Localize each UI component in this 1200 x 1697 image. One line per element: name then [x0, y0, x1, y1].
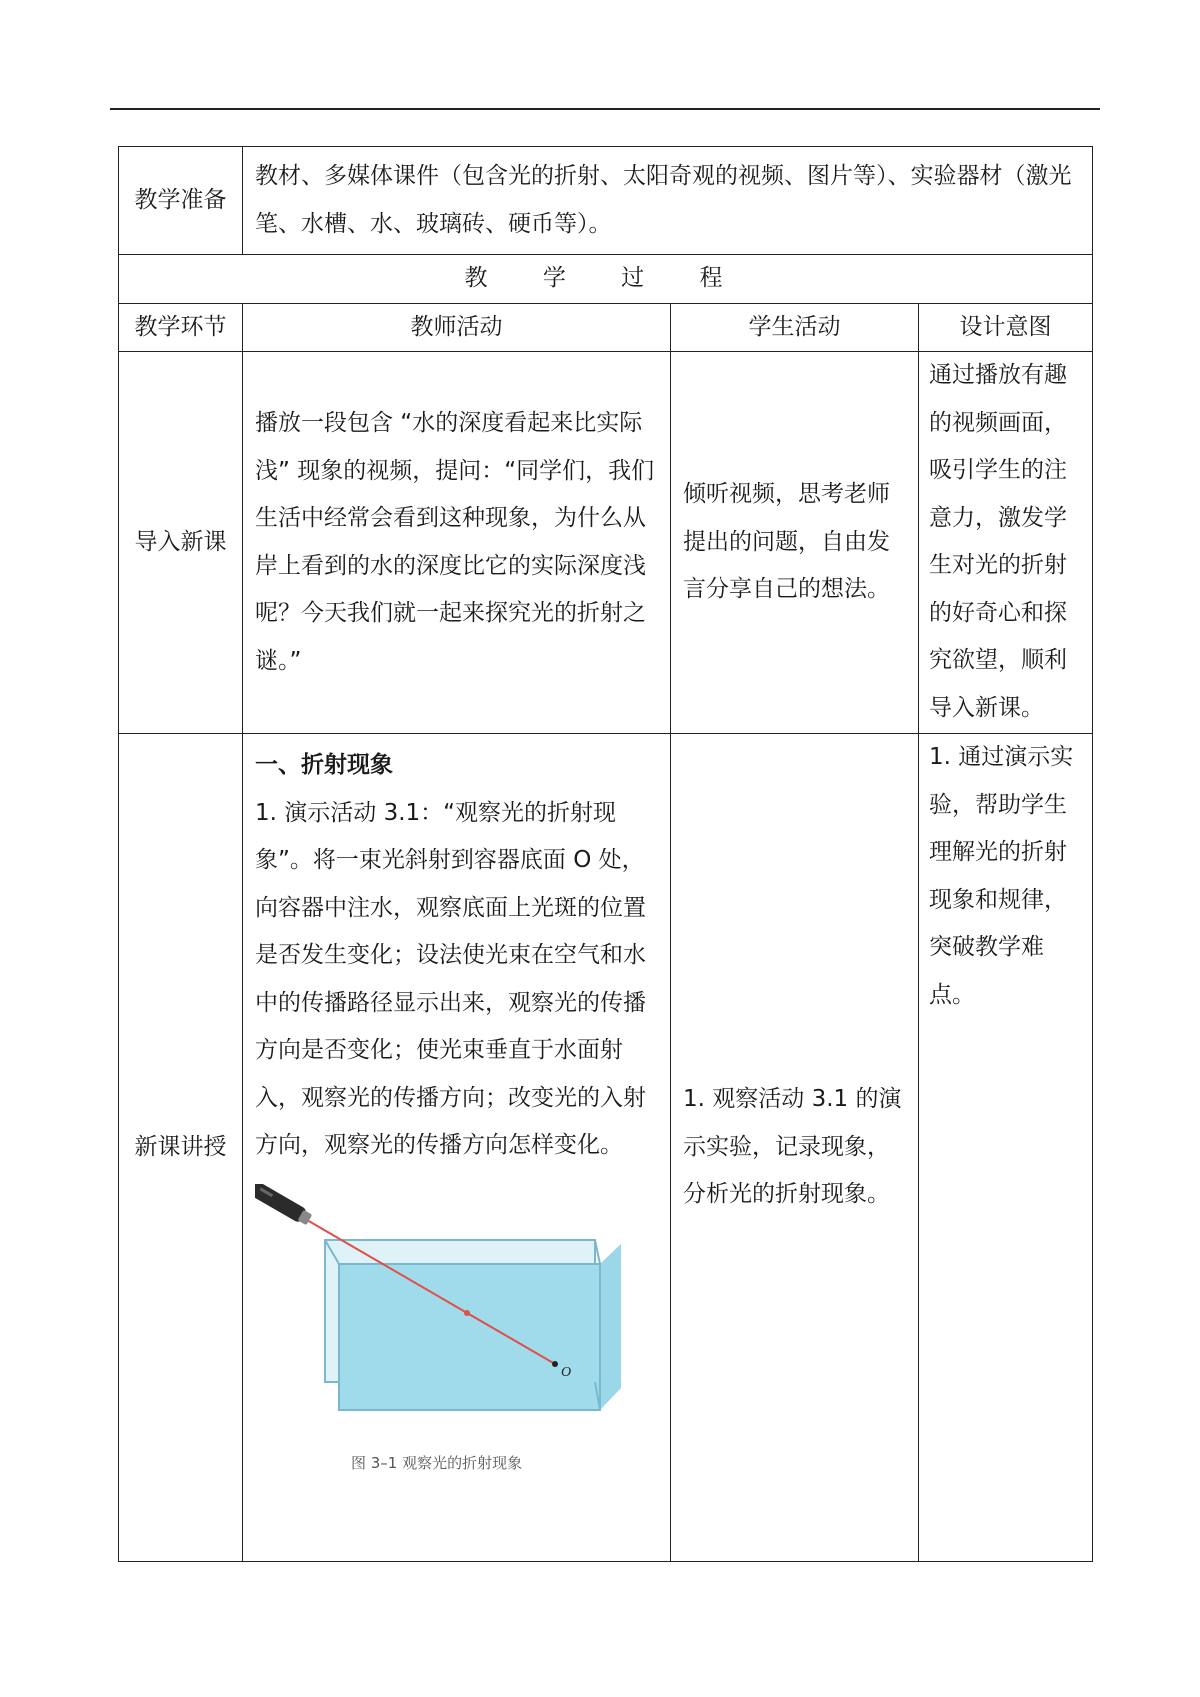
header-student: 学生活动	[671, 303, 919, 352]
point-o-label: O	[561, 1364, 572, 1380]
header-rule	[110, 108, 1100, 110]
process-title: 教 学 过 程	[119, 255, 1093, 304]
new-teacher-text: 1. 演示活动 3.1：“观察光的折射现象”。将一束光斜射到容器底面 O 处，向容器中注水，观察底面上光斑的位置是否发生变化；设法使光束在空气和水中的传播路径显示出来，观察光的传播方向是否变化；使光束垂直于水面射入，观察光的传播方向；改变光的入射方向，观察光的传播方向怎样变化。	[255, 799, 646, 1158]
point-o	[552, 1361, 558, 1367]
section-heading: 一、折射现象	[255, 752, 393, 778]
new-intent: 1. 通过演示实验，帮助学生理解光的折射现象和规律，突破教学难点。	[919, 734, 1093, 1562]
intro-teacher: 播放一段包含 “水的深度看起来比实际浅” 现象的视频，提问：“同学们，我们生活中经常会看到这种现象，为什么从岸上看到的水的深度比它的实际深度浅呢？今天我们就一起来探究光的折射之谜。”	[243, 352, 671, 734]
intro-row	[119, 352, 1093, 734]
header-row	[119, 303, 1093, 352]
prep-row	[119, 147, 1093, 255]
intro-stage: 导入新课	[119, 352, 243, 734]
new-lesson-row	[119, 734, 1093, 1562]
refraction-figure	[255, 1184, 621, 1474]
header-teacher: 教师活动	[243, 303, 671, 352]
tank-front	[339, 1264, 600, 1410]
prep-content: 教材、多媒体课件（包含光的折射、太阳奇观的视频、图片等）、实验器材（激光笔、水槽、水、玻璃砖、硬币等）。	[243, 147, 1093, 255]
new-student: 1. 观察活动 3.1 的演示实验，记录现象，分析光的折射现象。	[671, 734, 919, 1562]
new-teacher-cell	[243, 734, 671, 1562]
header-stage: 教学环节	[119, 303, 243, 352]
figure-caption: 图 3–1 观察光的折射现象	[351, 1454, 523, 1472]
process-title-row	[119, 255, 1093, 304]
prep-label: 教学准备	[119, 147, 243, 255]
beam-point	[464, 1310, 470, 1316]
intro-student: 倾听视频，思考老师提出的问题，自由发言分享自己的想法。	[671, 352, 919, 734]
refraction-illustration	[255, 1184, 621, 1434]
new-stage: 新课讲授	[119, 734, 243, 1562]
intro-intent: 通过播放有趣的视频画面，吸引学生的注意力，激发学生对光的折射的好奇心和探究欲望，顺利导入新课。	[919, 352, 1093, 734]
lesson-plan-table	[118, 146, 1093, 1562]
laser-pointer-icon	[255, 1184, 313, 1227]
header-intent: 设计意图	[919, 303, 1093, 352]
